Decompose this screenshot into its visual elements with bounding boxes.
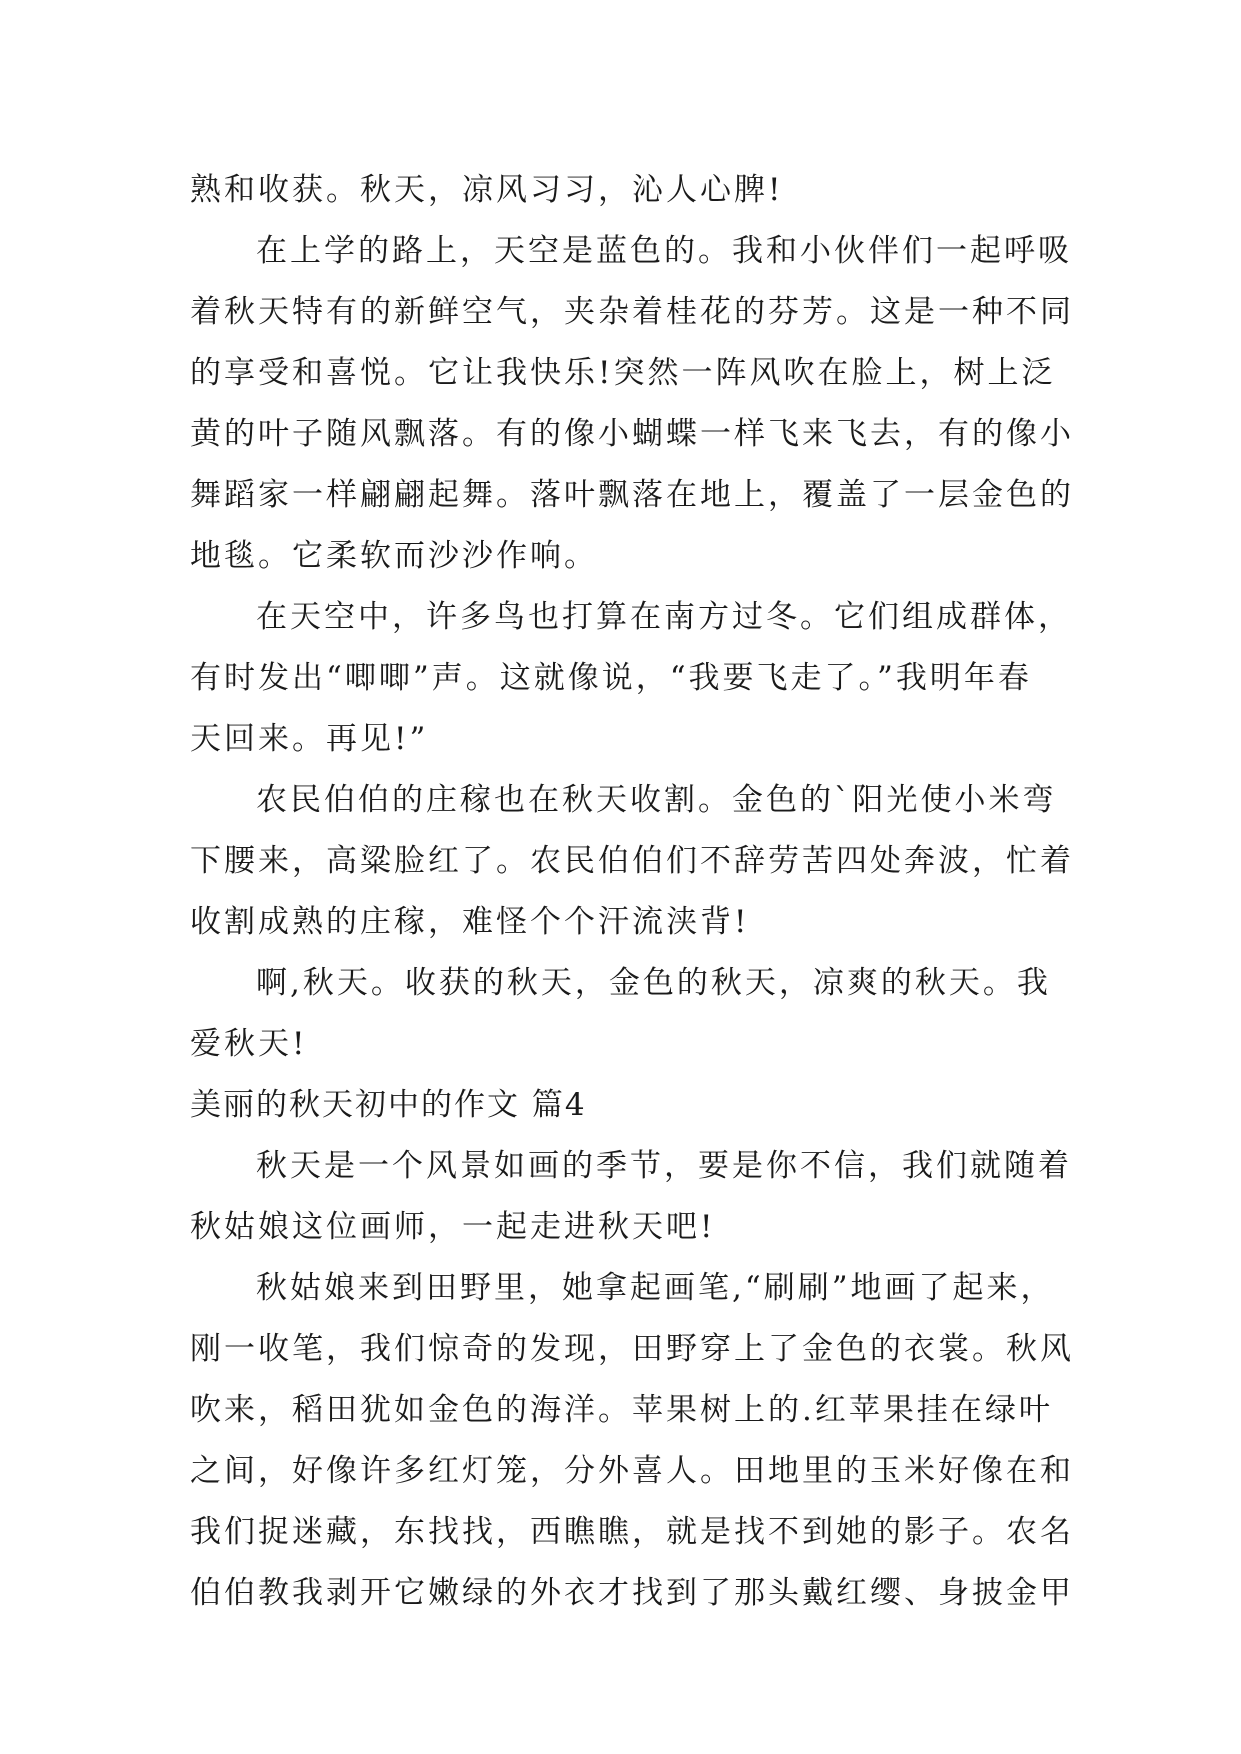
text-line: 有时发出“唧唧”声。这就像说，“我要飞走了。”我明年春 — [190, 660, 1032, 696]
text-line: 刚一收笔，我们惊奇的发现，田野穿上了金色的衣裳。秋风 — [190, 1331, 1074, 1367]
text-line: 黄的叶子随风飘落。有的像小蝴蝶一样飞来飞去，有的像小 — [190, 416, 1074, 452]
text-line: 吹来，稻田犹如金色的海洋。苹果树上的.红苹果挂在绿叶 — [190, 1392, 1053, 1428]
paragraph-start-line: 在天空中，许多鸟也打算在南方过冬。它们组成群体， — [256, 599, 1072, 635]
paragraph-start-line: 秋姑娘来到田野里，她拿起画笔,“刷刷”地画了起来， — [256, 1270, 1055, 1306]
paragraph-start-line: 啊,秋天。收获的秋天，金色的秋天，凉爽的秋天。我 — [256, 965, 1051, 1001]
document-body — [190, 160, 1074, 1624]
paragraph-start-line: 农民伯伯的庄稼也在秋天收割。金色的`阳光使小米弯 — [256, 782, 1057, 818]
text-line: 爱秋天! — [190, 1026, 308, 1062]
text-line: 天回来。再见!” — [190, 721, 429, 757]
paragraph-start-line: 秋天是一个风景如画的季节，要是你不信，我们就随着 — [256, 1148, 1072, 1184]
text-line: 秋姑娘这位画师，一起走进秋天吧! — [190, 1209, 716, 1245]
text-line: 舞蹈家一样翩翩起舞。落叶飘落在地上，覆盖了一层金色的 — [190, 477, 1074, 513]
text-line: 下腰来，高粱脸红了。农民伯伯们不辞劳苦四处奔波，忙着 — [190, 843, 1074, 879]
text-line: 我们捉迷藏，东找找，西瞧瞧，就是找不到她的影子。农名 — [190, 1514, 1074, 1550]
text-line: 伯伯教我剥开它嫩绿的外衣才找到了那头戴红缨、身披金甲 — [190, 1575, 1074, 1611]
text-line: 收割成熟的庄稼，难怪个个汗流浃背! — [190, 904, 750, 940]
text-line: 熟和收获。秋天，凉风习习，沁人心脾! — [190, 172, 784, 208]
text-line: 着秋天特有的新鲜空气，夹杂着桂花的芬芳。这是一种不同 — [190, 294, 1074, 330]
text-line: 的享受和喜悦。它让我快乐!突然一阵风吹在脸上，树上泛 — [190, 355, 1056, 391]
paragraph-start-line: 在上学的路上，天空是蓝色的。我和小伙伴们一起呼吸 — [256, 233, 1072, 269]
text-line: 之间，好像许多红灯笼，分外喜人。田地里的玉米好像在和 — [190, 1453, 1074, 1489]
text-line: 地毯。它柔软而沙沙作响。 — [190, 538, 598, 574]
section-heading: 美丽的秋天初中的作文 篇4 — [190, 1087, 587, 1123]
